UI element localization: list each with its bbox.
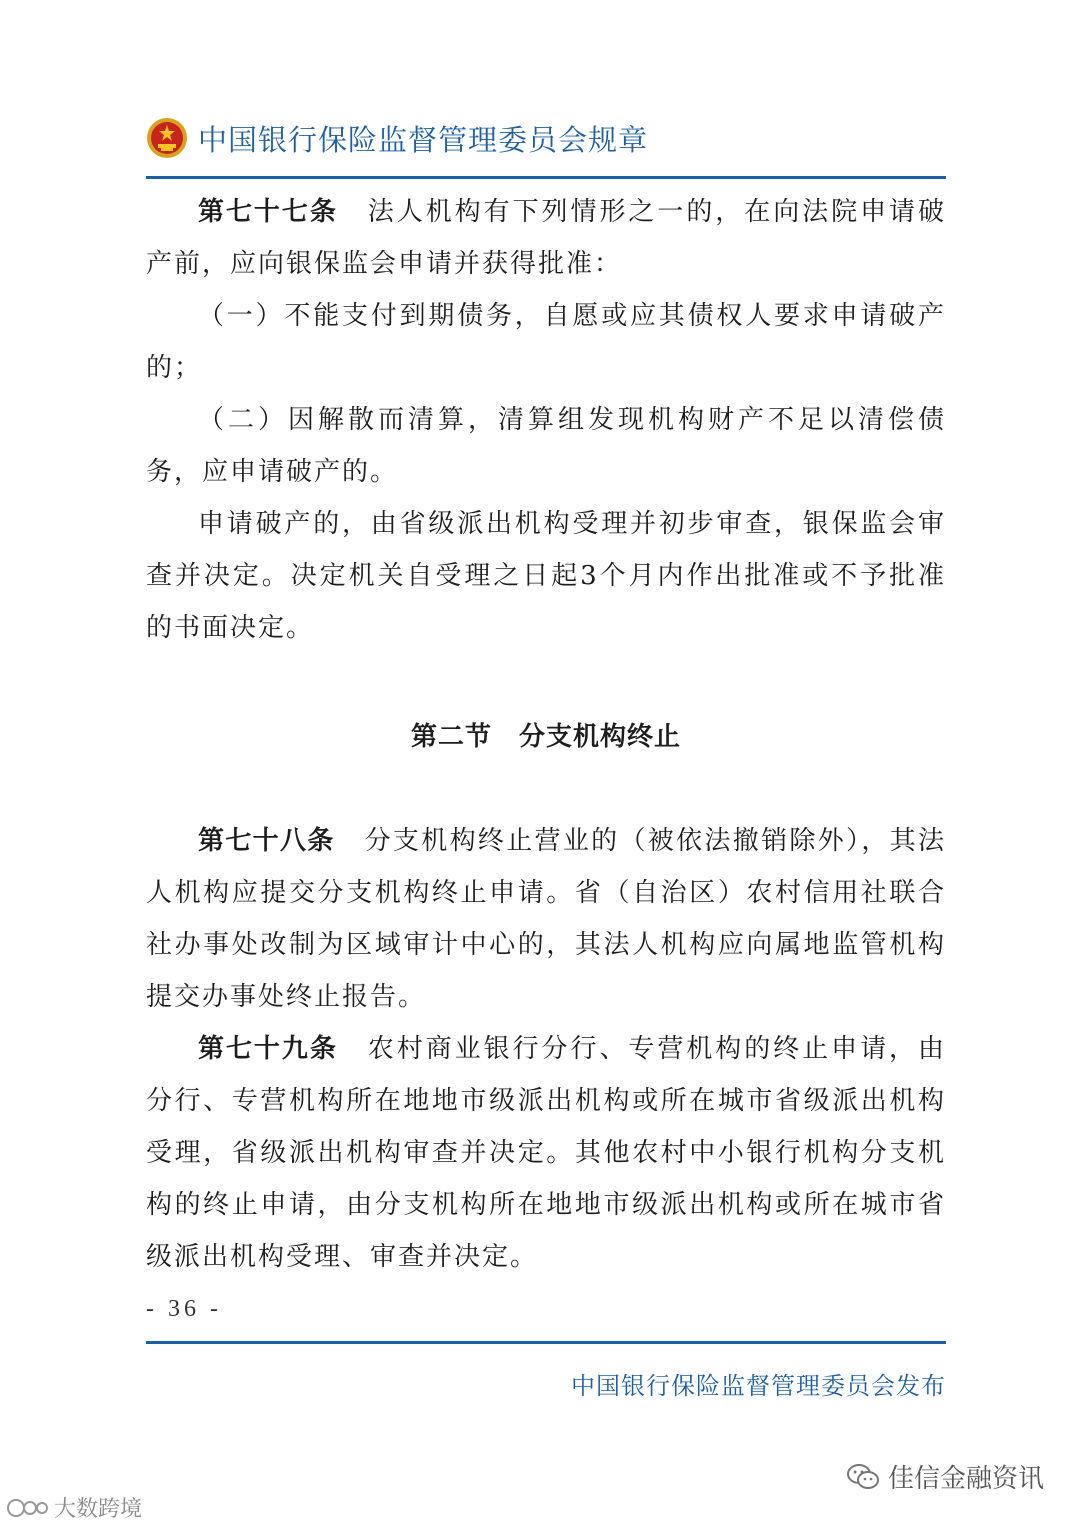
page-number: - 36 - [146,1296,222,1322]
article-77-item-1: （一）不能支付到期债务，自愿或应其债权人要求申请破产的； [146,301,946,383]
article-79 [146,1023,946,1283]
header-divider [146,176,946,179]
article-77-intro-text: 法人机构有下列情形之一的，在向法院申请破产前，应向银保监会申请并获得批准： [146,197,946,279]
watermark-right-text: 佳信金融资讯 [887,1464,1044,1494]
article-79-label: 第七十九条 [198,1034,338,1064]
article-77-item-2: （二）因解散而清算，清算组发现机构财产不足以清偿债务，应申请破产的。 [146,405,946,487]
article-77-label: 第七十七条 [198,197,338,227]
document-body [146,186,946,1283]
article-77-closing: 申请破产的，由省级派出机构受理并初步审查，银保监会审查并决定。决定机关自受理之日起3个月内作出批准或不予批准的书面决定。 [146,509,946,643]
wechat-icon [846,1462,880,1492]
article-79-text: 农村商业银行分行、专营机构的终止申请，由分行、专营机构所在地地市级派出机构或所在城市省级派出机构受理，省级派出机构审查并决定。其他农村中小银行机构分支机构的终止申请，由分支机构所在地地市级派出机构或所在城市省级派出机构受理、审查并决定。 [146,1034,946,1272]
footer-publisher: 中国银行保险监督管理委员会发布 [571,1372,946,1400]
national-emblem-icon [146,117,188,159]
header-title: 中国银行保险监督管理委员会规章 [198,122,649,157]
article-78-text: 分支机构终止营业的（被依法撤销除外），其法人机构应提交分支机构终止申请。省（自治区）农村信用社联合社办事处改制为区域审计中心的，其法人机构应向属地监管机构提交办事处终止报告。 [146,826,946,1012]
page-header [146,112,946,164]
watermark-right [846,1458,1044,1495]
article-78-label: 第七十八条 [198,826,335,856]
section-heading: 第二节 分支机构终止 [410,722,681,752]
watermark-left [6,1492,142,1523]
watermark-logo-icon [6,1496,50,1520]
watermark-left-text: 大数跨境 [54,1497,143,1522]
article-78 [146,815,946,1023]
footer-divider [146,1341,946,1344]
article-77-intro [146,186,946,290]
